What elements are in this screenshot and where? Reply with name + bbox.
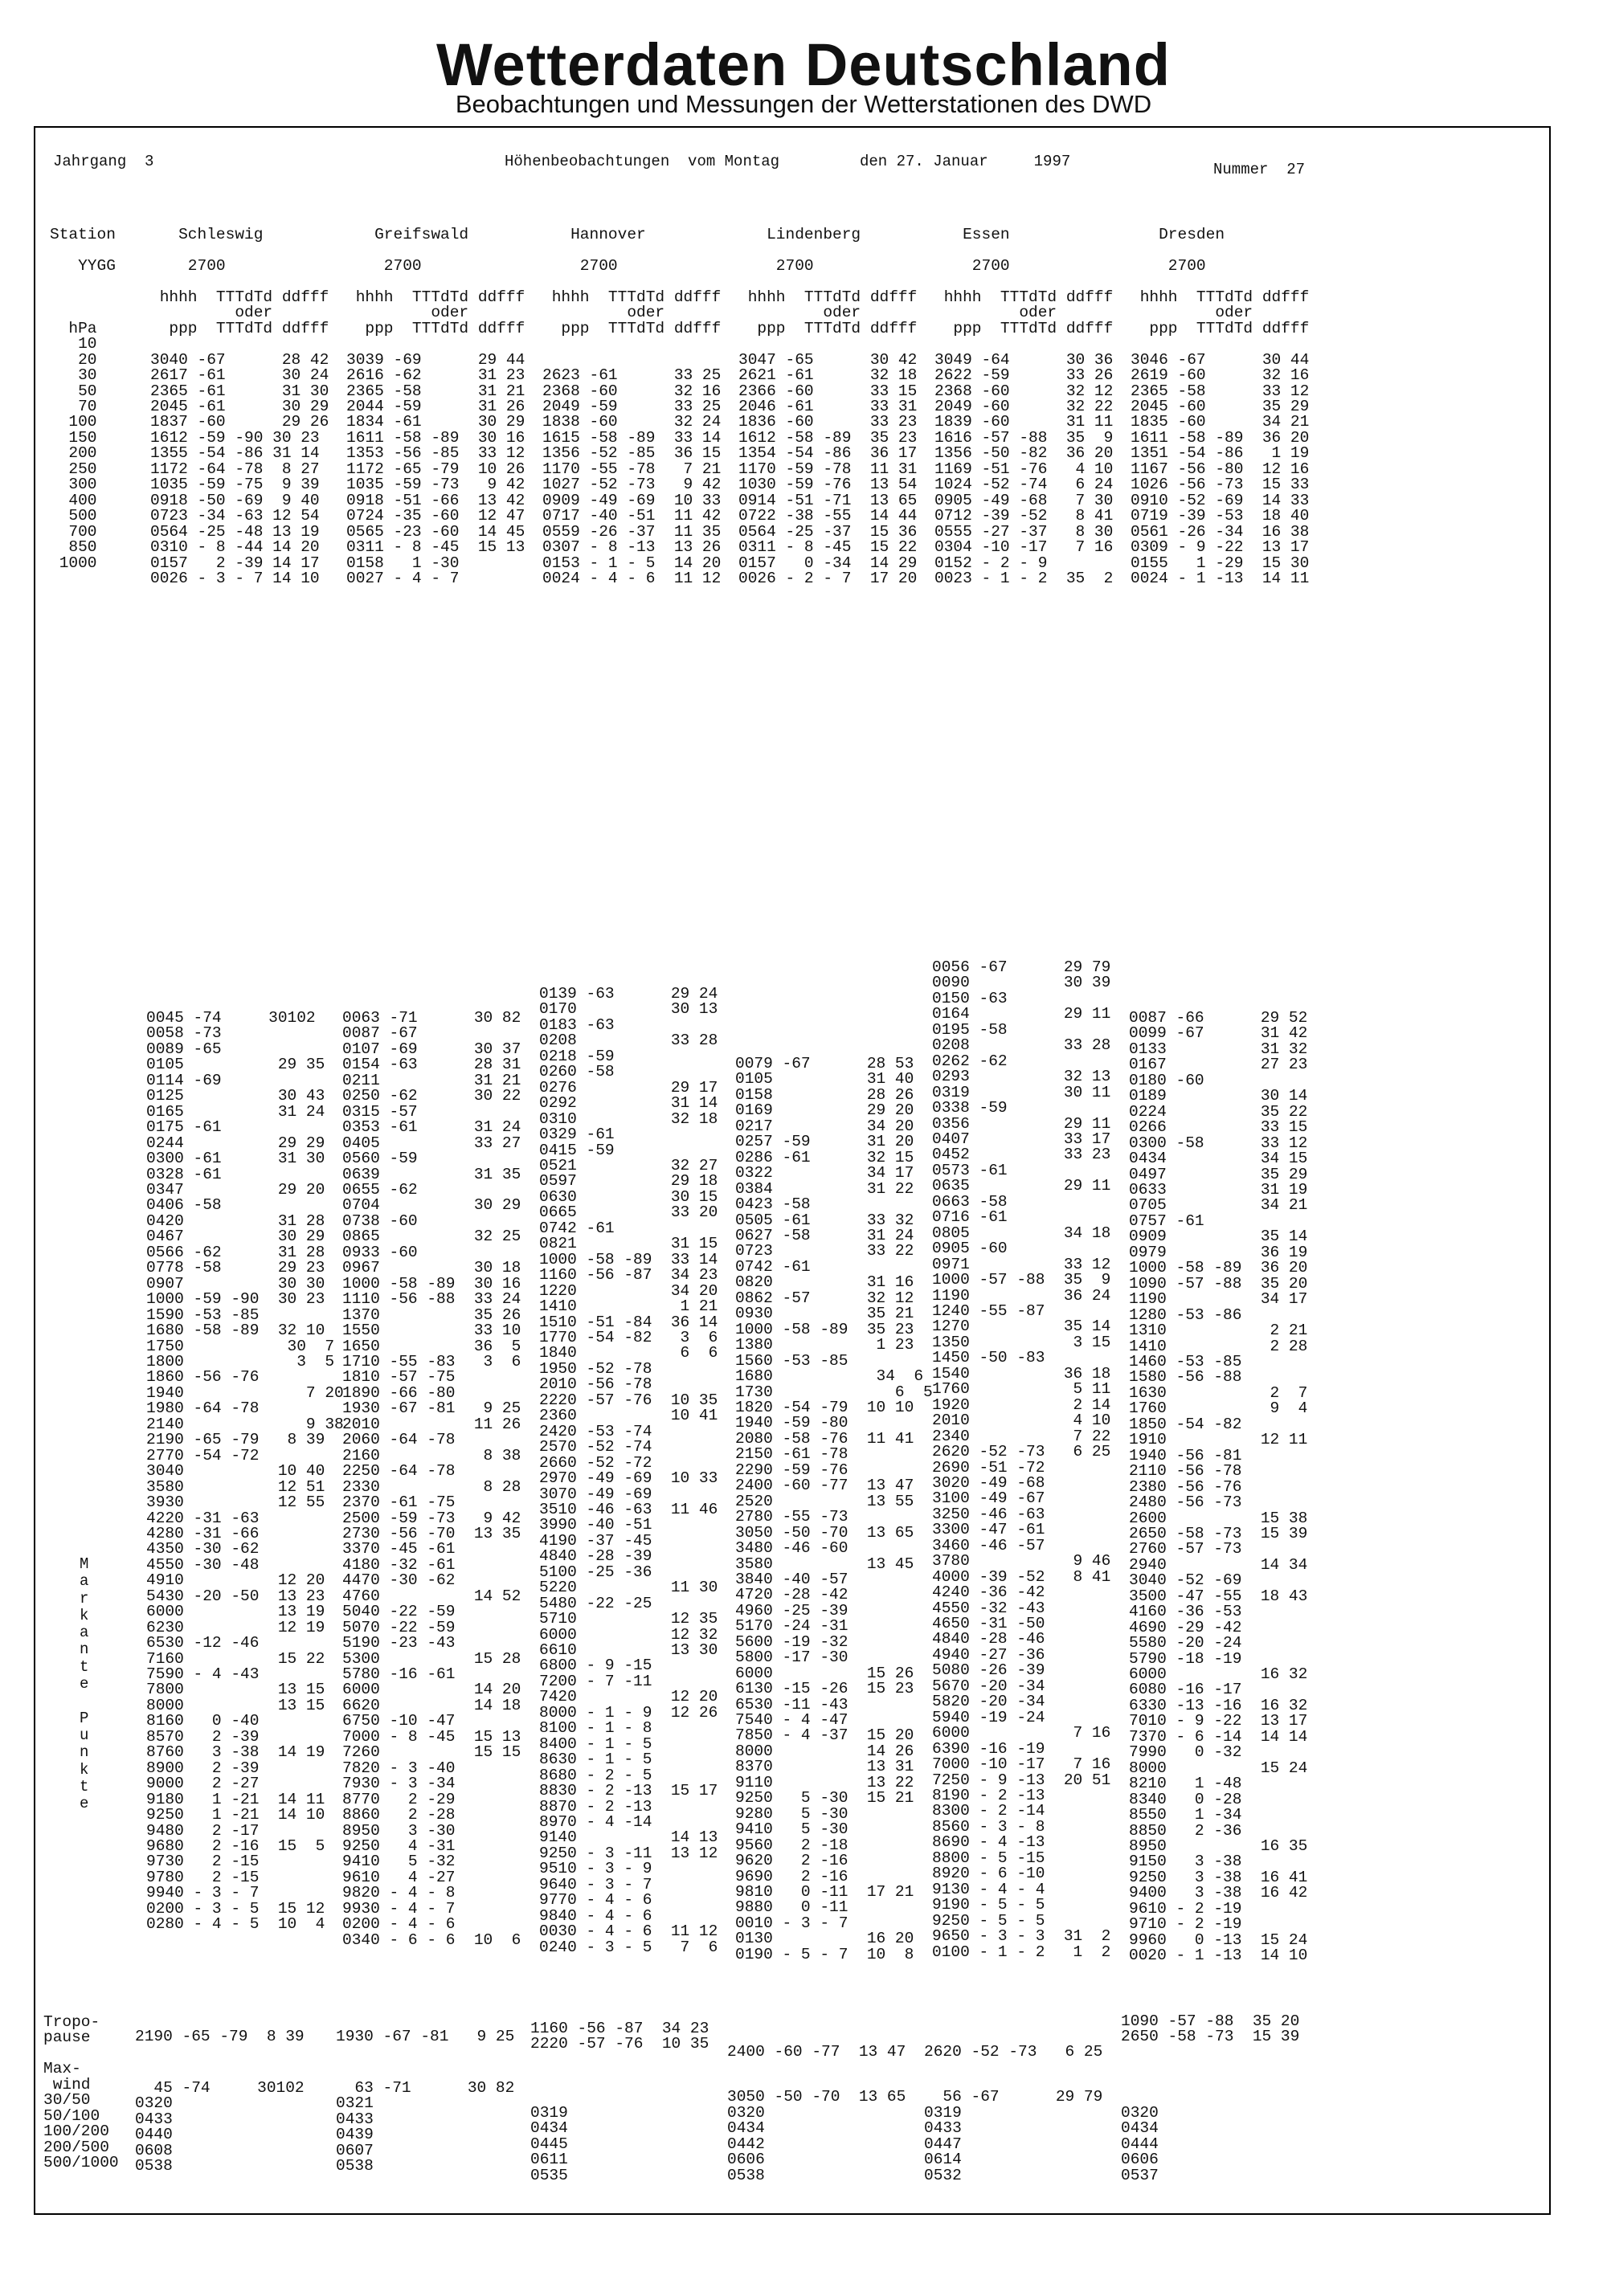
station-essen-tropopause: 2620 -52 -73 6 25 bbox=[924, 2043, 1103, 2061]
station-schleswig-marked-points: 0045 -74 30102 0058 -73 0089 -65 0105 29 35 0114 -69 0125 30 43 0165 31 24 0175 -61 0244 29 29 0300 -61 31 30 0328 -61 0347 29 20 0406 -58 0420 31 28 0467 30 29 0566 -62 31 28 0778 -58 29 23 0907 30 30 1000 -59 -90 30 23 1590 -53 -85 1680 -58 -89 32 10 1750 30 7 1800 3 5 1860 -56 -76 1940 7 20 1980 -64 -78 2140 9 38 2190 -65 -79 8 39 2770 -54 -72 3040 10 40 3580 12 51 3930 12 55 4220 -31 -63 4280 -31 -66 4350 -30 -62 4550 -30 -48 4910 12 20 5430 -20 -50 13 23 6000 13 19 6230 12 19 6530 -12 -46 7160 15 22 7590 - 4 -43 7800 13 15 8000 13 15 8160 0 -40 8570 2 -39 8760 3 -38 14 19 8900 2 -39 9000 2 -27 9180 1 -21 14 11 9250 1 -21 14 10 9480 2 -17 9680 2 -16 15 5 9730 2 -15 9780 2 -15 9940 - 3 - 7 0200 - 3 - 5 15 12 0280 - 4 - 5 10 4 bbox=[146, 1009, 344, 1934]
station-essen-maxwind: 56 -67 29 79 0319 0433 0447 0614 0532 bbox=[924, 2088, 1103, 2184]
row-labels-upper: Station YYGG hPa 10 20 30 50 70 100 150 200 250 300 400 500 700 850 1000 bbox=[50, 226, 116, 572]
station-dresden-marked-points: 0087 -66 29 52 0099 -67 31 42 0133 31 32 0167 27 23 0180 -60 0189 30 14 0224 35 22 0266 33 15 0300 -58 33 12 0434 34 15 0497 35 29 0633 31 19 0705 34 21 0757 -61 0909 35 14 0979 36 19 1000 -58 -89 36 20 1090 -57 -88 35 20 1190 34 17 1280 -53 -86 1310 2 21 1410 2 28 1460 -53 -85 1580 -56 -88 1630 2 7 1760 9 4 1850 -54 -82 1910 12 11 1940 -56 -81 2110 -56 -78 2380 -56 -76 2480 -56 -73 2600 15 38 2650 -58 -73 15 39 2760 -57 -73 2940 14 34 3040 -52 -69 3500 -47 -55 18 43 4160 -36 -53 4690 -29 -42 5580 -20 -24 5790 -18 -19 6000 16 32 6080 -16 -17 6330 -13 -16 16 32 7010 - 9 -22 13 17 7370 - 6 -14 14 14 7990 0 -32 8000 15 24 8210 1 -48 8340 0 -28 8550 1 -34 8850 2 -36 8950 16 35 9150 3 -38 9250 3 -38 16 41 9400 3 -38 16 42 9610 - 2 -19 9710 - 2 -19 9960 0 -13 15 24 0020 - 1 -13 14 10 bbox=[1129, 1009, 1308, 1965]
station-schleswig-upper: Schleswig 2700 hhhh TTTdTd ddfff oder ppp TTTdTd ddfff 3040 -67 28 42 2617 -61 30 24 2365 -61 31 30 2045 -61 30 29 1837 -60 29 26 1612 -59 -90 30 23 1355 -54 -86 31 14 1172 -64 -78 8 27 1035 -59 -75 9 39 0918 -50 -69 9 40 0723 -34 -63 12 54 0564 -25 -48 13 19 0310 - 8 -44 14 20 0157 2 -39 14 17 0026 - 3 - 7 14 10 bbox=[150, 226, 329, 587]
date-label: den 27. Januar 1997 bbox=[860, 153, 1071, 170]
station-essen-marked-points: 0056 -67 29 79 0090 30 39 0150 -63 0164 29 11 0195 -58 0208 33 28 0262 -62 0293 32 13 0319 30 11 0338 -59 0356 29 11 0407 33 17 0452 33 23 0573 -61 0635 29 11 0663 -58 0716 -61 0805 34 18 0905 -60 0971 33 12 1000 -57 -88 35 9 1190 36 24 1240 -55 -87 1270 35 14 1350 3 15 1450 -50 -83 1540 36 18 1760 5 11 1920 2 14 2010 4 10 2340 7 22 2620 -52 -73 6 25 2690 -51 -72 3020 -49 -68 3100 -49 -67 3250 -46 -63 3300 -47 -61 3460 -46 -57 3780 9 46 4000 -39 -52 8 41 4240 -36 -42 4550 -32 -43 4650 -31 -50 4840 -28 -46 4940 -27 -36 5080 -26 -39 5670 -20 -34 5820 -20 -34 5940 -19 -24 6000 7 16 6390 -16 -19 7000 -10 -17 7 16 7250 - 9 -13 20 51 8190 - 2 -13 8300 - 2 -14 8560 - 3 - 8 8690 - 4 -13 8800 - 5 -15 8920 - 6 -10 9130 - 4 - 4 9190 - 5 - 5 9250 - 5 - 5 9650 - 3 - 3 31 2 0100 - 1 - 2 1 2 bbox=[932, 958, 1111, 1961]
station-essen-upper: Essen 2700 hhhh TTTdTd ddfff oder ppp TTTdTd ddfff 3049 -64 30 36 2622 -59 33 26 2368 -60 32 12 2049 -60 32 22 1839 -60 31 11 1616 -57 -88 35 9 1356 -50 -82 36 20 1169 -51 -76 4 10 1024 -52 -74 6 24 0905 -49 -68 7 30 0712 -39 -52 8 41 0555 -27 -37 8 30 0304 -10 -17 7 16 0152 - 2 - 9 0023 - 1 - 2 35 2 bbox=[934, 226, 1114, 587]
station-lindenberg-tropopause: 2400 -60 -77 13 47 bbox=[727, 2043, 906, 2061]
issue-number: Nummer 27 bbox=[1213, 161, 1306, 178]
station-schleswig-maxwind: 45 -74 30102 0320 0433 0440 0608 0538 bbox=[135, 2079, 305, 2175]
station-hannover-marked-points: 0139 -63 29 24 0170 30 13 0183 -63 0208 33 28 0218 -59 0260 -58 0276 29 17 0292 31 14 0310 32 18 0329 -61 0415 -59 0521 32 27 0597 29 18 0630 30 15 0665 33 20 0742 -61 0821 31 15 1000 -58 -89 33 14 1160 -56 -87 34 23 1220 34 20 1410 1 21 1510 -51 -84 36 14 1770 -54 -82 3 6 1840 6 6 1950 -52 -78 2010 -56 -78 2220 -57 -76 10 35 2360 10 41 2420 -53 -74 2570 -52 -74 2660 -52 -72 2970 -49 -69 10 33 3070 -49 -69 3510 -46 -63 11 46 3990 -40 -51 4190 -37 -45 4840 -28 -39 5100 -25 -36 5220 11 30 5480 -22 -25 5710 12 35 6000 12 32 6610 13 30 6800 - 9 -15 7200 - 7 -11 7420 12 20 8000 - 1 - 9 12 26 8100 - 1 - 8 8400 - 1 - 5 8630 - 1 - 5 8680 - 2 - 5 8830 - 2 -13 15 17 8870 - 2 -13 8970 - 4 -14 9140 14 13 9250 - 3 -11 13 12 9510 - 3 - 9 9640 - 3 - 7 9770 - 4 - 6 9840 - 4 - 6 0030 - 4 - 6 11 12 0240 - 3 - 5 7 6 bbox=[539, 985, 718, 1956]
station-schleswig-tropopause: 2190 -65 -79 8 39 bbox=[135, 2028, 305, 2045]
station-dresden-maxwind: 0320 0434 0444 0606 0537 bbox=[1121, 2103, 1159, 2184]
page-subtitle: Beobachtungen und Messungen der Wetterstationen des DWD bbox=[455, 90, 1152, 118]
marked-points-label: M a r k a n t e P u n k t e bbox=[80, 1555, 89, 1813]
station-greifswald-tropopause: 1930 -67 -81 9 25 bbox=[336, 2028, 515, 2045]
station-lindenberg-maxwind: 3050 -50 -70 13 65 0320 0434 0442 0606 0538 bbox=[727, 2088, 906, 2184]
station-greifswald-maxwind: 63 -71 30 82 0321 0433 0439 0607 0538 bbox=[336, 2079, 515, 2175]
station-dresden-tropopause: 1090 -57 -88 35 20 2650 -58 -73 15 39 bbox=[1121, 2012, 1300, 2046]
station-greifswald-marked-points: 0063 -71 30 82 0087 -67 0107 -69 30 37 0154 -63 28 31 0211 31 21 0250 -62 30 22 0315 -57 0353 -61 31 24 0405 33 27 0560 -59 0639 31 35 0655 -62 0704 30 29 0738 -60 0865 32 25 0933 -60 0967 30 18 1000 -58 -89 30 16 1110 -56 -88 33 24 1370 35 26 1550 33 10 1650 36 5 1710 -55 -83 3 6 1810 -57 -75 1890 -66 -80 1930 -67 -81 9 25 2010 11 26 2060 -64 -78 2160 8 38 2250 -64 -78 2330 8 28 2370 -61 -75 2500 -59 -73 9 42 2730 -56 -70 13 35 3370 -45 -61 4180 -32 -61 4470 -30 -62 4760 14 52 5040 -22 -59 5070 -22 -59 5190 -23 -43 5300 15 28 5780 -16 -61 6000 14 20 6620 14 18 6750 -10 -47 7000 - 8 -45 15 13 7260 15 15 7820 - 3 -40 7930 - 3 -34 8770 2 -29 8860 2 -28 8950 3 -30 9250 4 -31 9410 5 -32 9610 4 -27 9820 - 4 - 8 9930 - 4 - 7 0200 - 4 - 6 0340 - 6 - 6 10 6 bbox=[342, 1009, 521, 1949]
station-hannover-upper: Hannover 2700 hhhh TTTdTd ddfff oder ppp TTTdTd ddfff 2623 -61 33 25 2368 -60 32 16 2049 -59 33 25 1838 -60 32 24 1615 -58 -89 33 14 1356 -52 -85 36 15 1170 -55 -78 7 21 1027 -52 -73 9 42 0909 -49 -69 10 33 0717 -40 -51 11 42 0559 -26 -37 11 35 0307 - 8 -13 13 26 0153 - 1 - 5 14 20 0024 - 4 - 6 11 12 bbox=[542, 226, 722, 587]
station-hannover-tropopause: 1160 -56 -87 34 23 2220 -57 -76 10 35 bbox=[530, 2020, 709, 2053]
station-hannover-maxwind: 0319 0434 0445 0611 0535 bbox=[530, 2103, 568, 2184]
page-title: Wetterdaten Deutschland bbox=[436, 31, 1171, 98]
station-lindenberg-upper: Lindenberg 2700 hhhh TTTdTd ddfff oder ppp TTTdTd ddfff 3047 -65 30 42 2621 -61 32 18 2366 -60 33 15 2046 -61 33 31 1836 -60 33 23 1612 -58 -89 35 23 1354 -54 -86 36 17 1170 -59 -78 11 31 1030 -59 -76 13 54 0914 -51 -71 13 65 0722 -38 -55 14 44 0564 -25 -37 15 36 0311 - 8 -45 15 22 0157 0 -34 14 29 0026 - 2 - 7 17 20 bbox=[738, 226, 918, 587]
station-greifswald-upper: Greifswald 2700 hhhh TTTdTd ddfff oder ppp TTTdTd ddfff 3039 -69 29 44 2616 -62 31 23 2365 -58 31 21 2044 -59 31 26 1834 -61 30 29 1611 -58 -89 30 16 1353 -56 -85 33 12 1172 -65 -79 10 26 1035 -59 -73 9 42 0918 -51 -66 13 42 0724 -35 -60 12 47 0565 -23 -60 14 45 0311 - 8 -45 15 13 0158 1 -30 0027 - 4 - 7 bbox=[346, 226, 525, 587]
row-labels-lower: Tropo- pause Max- wind 30/50 50/100 100/200 200/500 500/1000 bbox=[43, 2013, 119, 2172]
observation-label: Höhenbeobachtungen vom Montag bbox=[505, 153, 780, 170]
volume-label: Jahrgang 3 bbox=[53, 153, 154, 170]
station-dresden-upper: Dresden 2700 hhhh TTTdTd ddfff oder ppp TTTdTd ddfff 3046 -67 30 44 2619 -60 32 16 2365 -58 33 12 2045 -60 35 29 1835 -60 34 21 1611 -58 -89 36 20 1351 -54 -86 1 19 1167 -56 -80 12 16 1026 -56 -73 15 33 0910 -52 -69 14 33 0719 -39 -53 18 40 0561 -26 -34 16 38 0309 - 9 -22 13 17 0155 1 -29 15 30 0024 - 1 -13 14 11 bbox=[1131, 226, 1310, 587]
station-lindenberg-marked-points: 0079 -67 28 53 0105 31 40 0158 28 26 0169 29 20 0217 34 20 0257 -59 31 20 0286 -61 32 15 0322 34 17 0384 31 22 0423 -58 0505 -61 33 32 0627 -58 31 24 0723 33 22 0742 -61 0820 31 16 0862 -57 32 12 0930 35 21 1000 -58 -89 35 23 1380 1 23 1560 -53 -85 1680 34 6 1730 6 5 1820 -54 -79 10 10 1940 -59 -80 2080 -58 -76 11 41 2150 -61 -78 2290 -59 -76 2400 -60 -77 13 47 2520 13 55 2780 -55 -73 3050 -50 -70 13 65 3480 -46 -60 3580 13 45 3840 -40 -57 4720 -28 -42 4960 -25 -39 5170 -24 -31 5600 -19 -32 5800 -17 -30 6000 15 26 6130 -15 -26 15 23 6530 -11 -43 7540 - 4 -47 7850 - 4 -37 15 20 8000 14 26 8370 13 31 9110 13 22 9250 5 -30 15 21 9280 5 -30 9410 5 -30 9560 2 -18 9620 2 -16 9690 2 -16 9810 0 -11 17 21 9880 0 -11 0010 - 3 - 7 0130 16 20 0190 - 5 - 7 10 8 bbox=[735, 1055, 933, 1963]
